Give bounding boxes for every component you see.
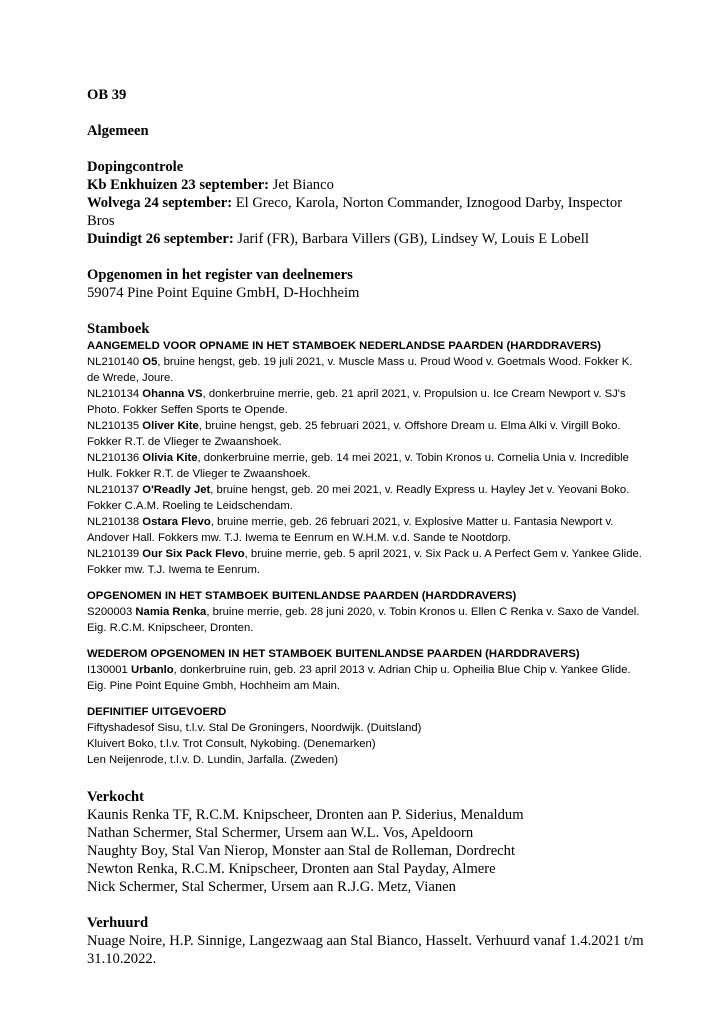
stamboek-heading: Stamboek bbox=[87, 321, 150, 337]
entry-description: , bruine hengst, geb. 20 mei 2021, v. Readly Express u. Hayley Jet v. Yeovani Boko. Fokker C.A.M. Roeling te Leidschendam. bbox=[87, 484, 630, 512]
doping-row bbox=[87, 176, 647, 194]
entry-id: I130001 bbox=[87, 664, 131, 676]
verkocht-line: Nathan Schermer, Stal Schermer, Ursem aan W.L. Vos, Apeldoorn bbox=[87, 825, 474, 841]
definitief-line: Len Neijenrode, t.l.v. D. Lundin, Jarfalla. (Zweden) bbox=[87, 754, 338, 766]
wederom-block bbox=[87, 646, 647, 694]
entry-horse-name: Ostara Flevo bbox=[142, 516, 211, 528]
stamboek-entry bbox=[87, 354, 647, 386]
register-line: 59074 Pine Point Equine GmbH, D-Hochheim bbox=[87, 285, 360, 301]
opgenomen-block bbox=[87, 588, 647, 636]
doping-venue: Wolvega 24 september: bbox=[87, 195, 233, 211]
entry-description: , bruine merrie, geb. 28 juni 2020, v. Tobin Kronos u. Ellen C Renka v. Saxo de Vandel. Eig. R.C.M. Knipscheer, Dronten. bbox=[87, 606, 640, 634]
definitief-block bbox=[87, 704, 647, 768]
entry-horse-name: Ohanna VS bbox=[142, 388, 203, 400]
register-section bbox=[87, 266, 647, 302]
register-heading: Opgenomen in het register van deelnemers bbox=[87, 267, 353, 283]
entry-horse-name: O5 bbox=[142, 356, 158, 368]
doping-section bbox=[87, 158, 647, 248]
document-page bbox=[87, 86, 647, 968]
entry-horse-name: Our Six Pack Flevo bbox=[142, 548, 245, 560]
doping-row bbox=[87, 194, 647, 230]
entry-id: NL210134 bbox=[87, 388, 143, 400]
verhuurd-section bbox=[87, 914, 647, 968]
entry-id: NL210138 bbox=[87, 516, 143, 528]
stamboek-entry bbox=[87, 450, 647, 482]
stamboek-entry bbox=[87, 482, 647, 514]
stamboek-entry bbox=[87, 418, 647, 450]
stamboek-entry bbox=[87, 662, 647, 694]
verkocht-heading: Verkocht bbox=[87, 789, 145, 805]
entry-id: NL210135 bbox=[87, 420, 143, 432]
aangemeld-heading: AANGEMELD VOOR OPNAME IN HET STAMBOEK NEDERLANDSE PAARDEN (HARDDRAVERS) bbox=[87, 340, 602, 352]
verkocht-line: Kaunis Renka TF, R.C.M. Knipscheer, Dronten aan P. Siderius, Menaldum bbox=[87, 807, 524, 823]
verkocht-line: Newton Renka, R.C.M. Knipscheer, Dronten aan Stal Payday, Almere bbox=[87, 861, 496, 877]
stamboek-entry bbox=[87, 546, 647, 578]
document-title: OB 39 bbox=[87, 87, 127, 103]
entry-horse-name: Urbanlo bbox=[130, 664, 174, 676]
verhuurd-line: Nuage Noire, H.P. Sinnige, Langezwaag aan Stal Bianco, Hasselt. Verhuurd vanaf 1.4.2021 t/m 31.10.2022. bbox=[87, 933, 644, 967]
doping-horses: El Greco, Karola, Norton Commander, Iznogood Darby, Inspector Bros bbox=[87, 195, 623, 229]
entry-horse-name: Olivia Kite bbox=[142, 452, 198, 464]
entry-description: , donkerbruine merrie, geb. 14 mei 2021, v. Tobin Kronos u. Cornelia Unia v. Incredible Hulk. Fokker R.T. de Vlieger te Zwaanshoek. bbox=[87, 452, 629, 480]
entry-id: NL210136 bbox=[87, 452, 143, 464]
entry-horse-name: Namia Renka bbox=[135, 606, 207, 618]
entry-description: , bruine merrie, geb. 5 april 2021, v. Six Pack u. A Perfect Gem v. Yankee Glide. Fokker mw. T.J. Iwema te Eenrum. bbox=[87, 548, 642, 576]
doping-horses: Jarif (FR), Barbara Villers (GB), Lindsey W, Louis E Lobell bbox=[233, 231, 589, 247]
entry-id: NL210137 bbox=[87, 484, 143, 496]
entry-description: , bruine hengst, geb. 19 juli 2021, v. Muscle Mass u. Proud Wood v. Goetmals Wood. Fokker K. de Wrede, Joure. bbox=[87, 356, 633, 384]
entry-description: , bruine hengst, geb. 25 februari 2021, v. Offshore Dream u. Elma Alki v. Virgill Boko. Fokker R.T. de Vlieger te Zwaanshoek. bbox=[87, 420, 621, 448]
entry-description: , bruine merrie, geb. 26 februari 2021, v. Explosive Matter u. Fantasia Newport v. Andover Hall. Fokkers mw. T.J. Iwema te Eenrum en W.H.M. v.d. Sande te Nootdorp. bbox=[87, 516, 614, 544]
entry-id: NL210140 bbox=[87, 356, 143, 368]
verhuurd-heading: Verhuurd bbox=[87, 915, 149, 931]
doping-horses: Jet Bianco bbox=[269, 177, 334, 193]
entry-horse-name: Oliver Kite bbox=[142, 420, 199, 432]
verkocht-section bbox=[87, 788, 647, 896]
entry-id: S200003 bbox=[87, 606, 136, 618]
doping-row bbox=[87, 230, 647, 248]
stamboek-entry bbox=[87, 514, 647, 546]
verkocht-line: Naughty Boy, Stal Van Nierop, Monster aan Stal de Rolleman, Dordrecht bbox=[87, 843, 515, 859]
definitief-line: Kluivert Boko, t.l.v. Trot Consult, Nykobing. (Denemarken) bbox=[87, 738, 376, 750]
stamboek-section bbox=[87, 320, 647, 768]
stamboek-entry bbox=[87, 386, 647, 418]
entry-description: , donkerbruine ruin, geb. 23 april 2013 v. Adrian Chip u. Opheilia Blue Chip v. Yankee Glide. Eig. Pine Point Equine Gmbh, Hochheim am Main. bbox=[87, 664, 631, 692]
section-heading-algemeen: Algemeen bbox=[87, 123, 149, 139]
stamboek-entry bbox=[87, 604, 647, 636]
entry-horse-name: O'Readly Jet bbox=[142, 484, 211, 496]
doping-venue: Duindigt 26 september: bbox=[87, 231, 234, 247]
wederom-heading: WEDEROM OPGENOMEN IN HET STAMBOEK BUITENLANDSE PAARDEN (HARDDRAVERS) bbox=[87, 648, 580, 660]
definitief-heading: DEFINITIEF UITGEVOERD bbox=[87, 706, 227, 718]
verkocht-line: Nick Schermer, Stal Schermer, Ursem aan R.J.G. Metz, Vianen bbox=[87, 879, 456, 895]
aangemeld-block bbox=[87, 338, 647, 578]
doping-venue: Kb Enkhuizen 23 september: bbox=[87, 177, 270, 193]
doping-heading: Dopingcontrole bbox=[87, 159, 184, 175]
definitief-line: Fiftyshadesof Sisu, t.l.v. Stal De Groningers, Noordwijk. (Duitsland) bbox=[87, 722, 422, 734]
opgenomen-heading: OPGENOMEN IN HET STAMBOEK BUITENLANDSE PAARDEN (HARDDRAVERS) bbox=[87, 590, 517, 602]
entry-description: , donkerbruine merrie, geb. 21 april 2021, v. Propulsion u. Ice Cream Newport v. SJ's Photo. Fokker Seffen Sports te Opende. bbox=[87, 388, 626, 416]
entry-id: NL210139 bbox=[87, 548, 143, 560]
